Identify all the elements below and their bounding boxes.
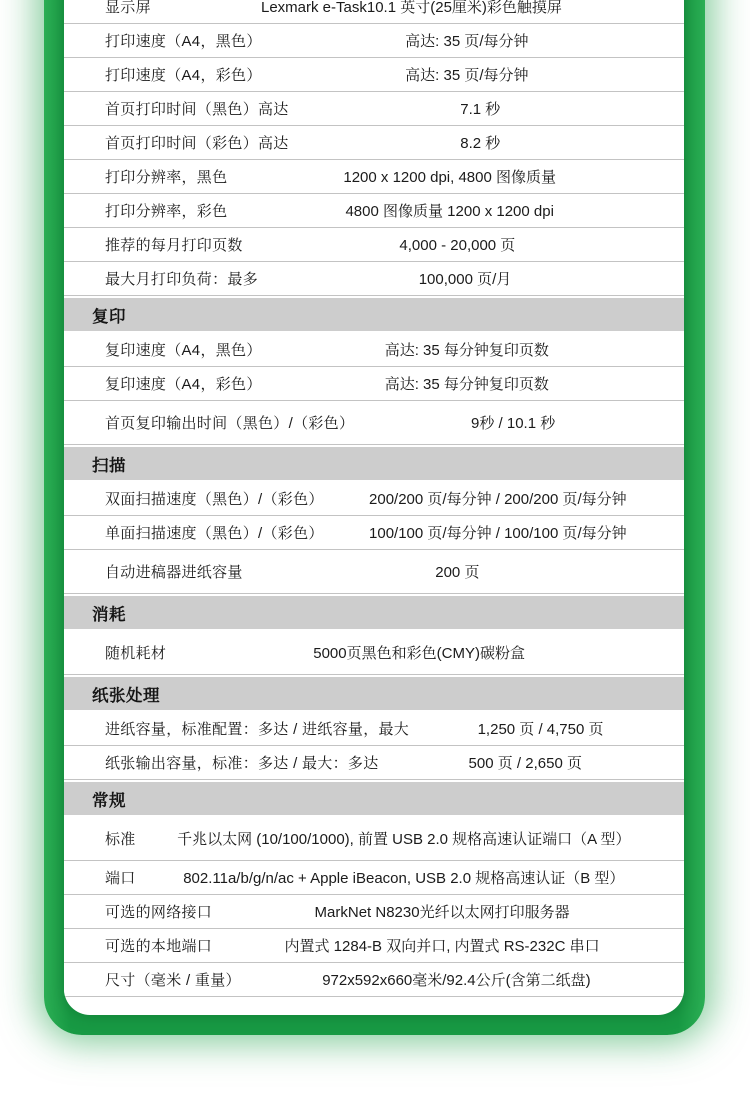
spec-row xyxy=(64,262,684,296)
spec-value: 4,000 - 20,000 页 xyxy=(399,237,516,254)
spec-label: 可选的本地端口 xyxy=(105,938,213,955)
spec-label: 打印分辨率，彩色 xyxy=(105,203,228,220)
spec-row xyxy=(64,482,684,516)
spec-row xyxy=(64,516,684,550)
section-header-label: 复印 xyxy=(92,307,126,326)
spec-value: 内置式 1284-B 双向并口, 内置式 RS-232C 串口 xyxy=(284,938,600,955)
section-header-label: 扫描 xyxy=(92,456,126,475)
spec-value: MarkNet N8230光纤以太网打印服务器 xyxy=(314,904,570,921)
spec-label: 单面扫描速度（黑色）/（彩色） xyxy=(105,525,324,542)
spec-row xyxy=(64,963,684,997)
section-header-label: 常规 xyxy=(92,791,126,810)
section-header xyxy=(64,596,684,629)
spec-label: 首页打印时间（黑色）高达 xyxy=(105,101,289,118)
spec-row xyxy=(64,631,684,675)
spec-row xyxy=(64,895,684,929)
spec-table xyxy=(64,0,684,997)
spec-label: 打印速度（A4，彩色） xyxy=(105,67,262,84)
spec-row xyxy=(64,194,684,228)
spec-value: 高达: 35 页/每分钟 xyxy=(405,67,529,84)
spec-row xyxy=(64,550,684,594)
spec-value: 200/200 页/每分钟 / 200/200 页/每分钟 xyxy=(369,491,627,508)
spec-value: 200 页 xyxy=(435,564,480,581)
spec-label: 显示屏 xyxy=(105,0,151,16)
spec-label: 最大月打印负荷：最多 xyxy=(105,271,259,288)
spec-label: 打印分辨率，黑色 xyxy=(105,169,228,186)
section-header xyxy=(64,447,684,480)
spec-row xyxy=(64,126,684,160)
section-header-label: 消耗 xyxy=(92,605,126,624)
section-header xyxy=(64,677,684,710)
spec-value: 100/100 页/每分钟 / 100/100 页/每分钟 xyxy=(369,525,627,542)
spec-value: 500 页 / 2,650 页 xyxy=(468,755,582,772)
spec-label: 标准 xyxy=(105,831,136,848)
spec-label: 端口 xyxy=(105,870,136,887)
spec-value: 高达: 35 页/每分钟 xyxy=(405,33,529,50)
spec-value: 5000页黑色和彩色(CMY)碳粉盒 xyxy=(313,645,525,662)
spec-value: 972x592x660毫米/92.4公斤(含第二纸盘) xyxy=(322,972,591,989)
spec-label: 首页打印时间（彩色）高达 xyxy=(105,135,289,152)
section-header xyxy=(64,782,684,815)
spec-value: 1200 x 1200 dpi, 4800 图像质量 xyxy=(343,169,557,186)
green-frame xyxy=(44,0,705,1035)
spec-row xyxy=(64,228,684,262)
spec-label: 纸张输出容量，标准：多达 / 最大：多达 xyxy=(105,755,379,772)
spec-label: 可选的网络接口 xyxy=(105,904,213,921)
spec-value: 7.1 秒 xyxy=(460,101,501,118)
spec-row xyxy=(64,58,684,92)
spec-label: 进纸容量，标准配置：多达 / 进纸容量，最大 xyxy=(105,721,410,738)
spec-row xyxy=(64,712,684,746)
spec-row xyxy=(64,367,684,401)
spec-value: 千兆以太网 (10/100/1000), 前置 USB 2.0 规格高速认证端口（A 型） xyxy=(177,831,631,848)
spec-value: 8.2 秒 xyxy=(460,135,501,152)
spec-row xyxy=(64,929,684,963)
spec-label: 推荐的每月打印页数 xyxy=(105,237,243,254)
spec-row xyxy=(64,24,684,58)
spec-value: 4800 图像质量 1200 x 1200 dpi xyxy=(345,203,554,220)
spec-row xyxy=(64,160,684,194)
spec-value: 1,250 页 / 4,750 页 xyxy=(477,721,604,738)
spec-label: 打印速度（A4，黑色） xyxy=(105,33,262,50)
spec-row xyxy=(64,817,684,861)
spec-label: 复印速度（A4，黑色） xyxy=(105,342,262,359)
spec-card xyxy=(64,0,684,1015)
spec-value: 高达: 35 每分钟复印页数 xyxy=(384,342,549,359)
spec-row xyxy=(64,746,684,780)
section-header-label: 纸张处理 xyxy=(92,686,160,705)
spec-label: 首页复印输出时间（黑色）/（彩色） xyxy=(105,415,355,432)
spec-value: 802.11a/b/g/n/ac + Apple iBeacon, USB 2.0 规格高速认证（B 型） xyxy=(183,870,625,887)
spec-label: 复印速度（A4，彩色） xyxy=(105,376,262,393)
spec-label: 自动进稿器进纸容量 xyxy=(105,564,243,581)
spec-value: 高达: 35 每分钟复印页数 xyxy=(384,376,549,393)
spec-row xyxy=(64,401,684,445)
spec-row xyxy=(64,92,684,126)
spec-value: 100,000 页/月 xyxy=(418,271,512,288)
spec-row xyxy=(64,861,684,895)
spec-label: 随机耗材 xyxy=(105,645,167,662)
section-header xyxy=(64,298,684,331)
spec-label: 双面扫描速度（黑色）/（彩色） xyxy=(105,491,324,508)
spec-value: Lexmark e-Task10.1 英寸(25厘米)彩色触摸屏 xyxy=(261,0,562,16)
spec-row xyxy=(64,0,684,24)
spec-row xyxy=(64,333,684,367)
spec-label: 尺寸（毫米 / 重量） xyxy=(105,972,241,989)
spec-value: 9秒 / 10.1 秒 xyxy=(471,415,556,432)
